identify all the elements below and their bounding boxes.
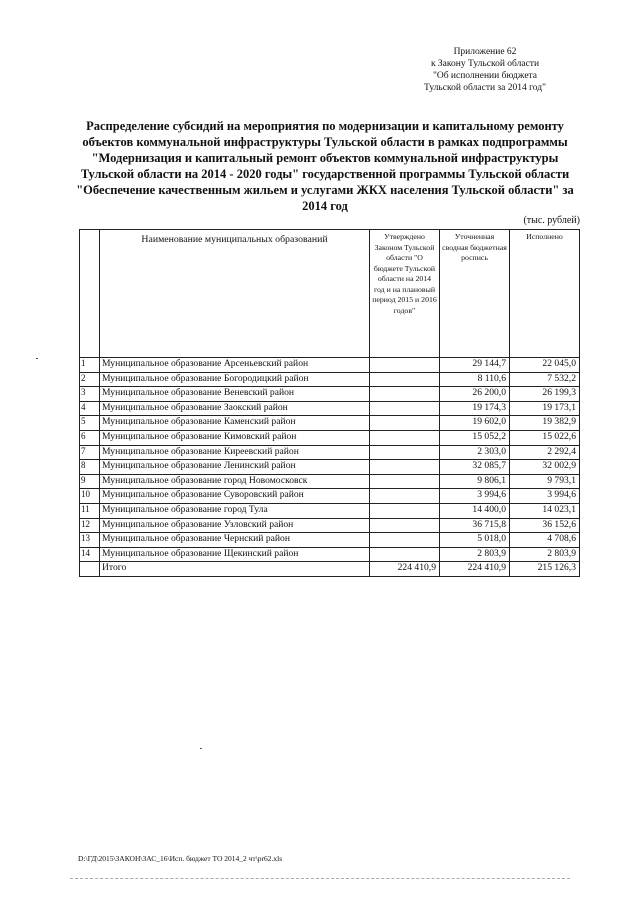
row-executed-value: 22 045,0 [510,358,580,373]
row-refined-value: 36 715,8 [440,518,510,533]
row-number: 8 [80,460,100,475]
row-approved-value [370,518,440,533]
total-executed-value: 215 126,3 [510,562,580,577]
row-approved-value [370,547,440,562]
row-executed-value: 9 793,1 [510,474,580,489]
row-refined-value: 3 994,6 [440,489,510,504]
table-row [80,387,580,402]
table-row [80,489,580,504]
row-municipality-name: Муниципальное образование Богородицкий район [100,372,370,387]
row-executed-value: 2 803,9 [510,547,580,562]
row-municipality-name: Муниципальное образование Веневский район [100,387,370,402]
row-refined-value: 2 303,0 [440,445,510,460]
row-municipality-name: Муниципальное образование Заокский район [100,401,370,416]
table-row [80,460,580,475]
row-executed-value: 32 002,9 [510,460,580,475]
row-executed-value: 26 199,3 [510,387,580,402]
row-approved-value [370,401,440,416]
total-approved-value: 224 410,9 [370,562,440,577]
row-approved-value [370,503,440,518]
appendix-line: Приложение 62 [453,47,517,57]
table-row [80,372,580,387]
header-executed: Исполнено [510,230,580,358]
table-row [80,518,580,533]
row-refined-value: 26 200,0 [440,387,510,402]
row-number: 9 [80,474,100,489]
row-executed-value: 19 173,1 [510,401,580,416]
row-number: 12 [80,518,100,533]
row-number: 2 [80,372,100,387]
row-refined-value: 15 052,2 [440,430,510,445]
table-row [80,533,580,548]
row-approved-value [370,372,440,387]
margin-mark [36,358,38,359]
appendix-note [400,46,570,94]
page-bottom-rule [70,878,570,879]
total-label: Итого [100,562,370,577]
row-executed-value: 4 708,6 [510,533,580,548]
subsidy-table [79,229,580,577]
row-approved-value [370,445,440,460]
row-municipality-name: Муниципальное образование город Тула [100,503,370,518]
appendix-line: Тульской области за 2014 год" [424,83,546,93]
row-municipality-name: Муниципальное образование Щекинский район [100,547,370,562]
row-municipality-name: Муниципальное образование Чернский район [100,533,370,548]
table-header-row [80,230,580,358]
row-refined-value: 19 602,0 [440,416,510,431]
row-approved-value [370,416,440,431]
table-row [80,416,580,431]
row-municipality-name: Муниципальное образование Суворовский район [100,489,370,504]
table-row [80,503,580,518]
header-refined: Уточненная сводная бюджетная роспись [440,230,510,358]
total-refined-value: 224 410,9 [440,562,510,577]
row-municipality-name: Муниципальное образование Киреевский район [100,445,370,460]
row-approved-value [370,358,440,373]
table-row [80,358,580,373]
row-municipality-name: Муниципальное образование город Новомосковск [100,474,370,489]
row-approved-value [370,430,440,445]
row-refined-value: 32 085,7 [440,460,510,475]
row-refined-value: 19 174,3 [440,401,510,416]
appendix-line: к Закону Тульской области [430,59,540,69]
row-number: 4 [80,401,100,416]
row-approved-value [370,489,440,504]
header-approved: Утверждено Законом Тульской области "О бюджете Тульской области на 2014 год и на плановый период 2015 и 2016 годов" [370,230,440,358]
row-number: 11 [80,503,100,518]
row-executed-value: 14 023,1 [510,503,580,518]
header-num [80,230,100,358]
row-municipality-name: Муниципальное образование Арсеньевский район [100,358,370,373]
row-refined-value: 29 144,7 [440,358,510,373]
row-number: 14 [80,547,100,562]
total-number-cell [80,562,100,577]
header-name: Наименование муниципальных образований [100,230,370,358]
row-municipality-name: Муниципальное образование Каменский район [100,416,370,431]
row-number: 1 [80,358,100,373]
row-approved-value [370,533,440,548]
row-executed-value: 15 022,6 [510,430,580,445]
row-refined-value: 2 803,9 [440,547,510,562]
row-executed-value: 19 382,9 [510,416,580,431]
row-number: 13 [80,533,100,548]
file-path-footer: D:\ГД\2015\ЗАКОН\ЗАС_16\Исп. бюджет ТО 2014_2 чт\pr62.xls [78,854,283,863]
row-number: 10 [80,489,100,504]
table-row [80,547,580,562]
row-refined-value: 5 018,0 [440,533,510,548]
row-approved-value [370,474,440,489]
row-executed-value: 36 152,6 [510,518,580,533]
row-number: 3 [80,387,100,402]
table-row [80,445,580,460]
row-refined-value: 8 110,6 [440,372,510,387]
table-row [80,401,580,416]
row-approved-value [370,387,440,402]
table-row [80,430,580,445]
row-approved-value [370,460,440,475]
row-municipality-name: Муниципальное образование Узловский район [100,518,370,533]
row-refined-value: 14 400,0 [440,503,510,518]
row-number: 7 [80,445,100,460]
row-municipality-name: Муниципальное образование Кимовский район [100,430,370,445]
row-executed-value: 2 292,4 [510,445,580,460]
row-municipality-name: Муниципальное образование Ленинский район [100,460,370,475]
row-executed-value: 3 994,6 [510,489,580,504]
row-refined-value: 9 806,1 [440,474,510,489]
units-label: (тыс. рублей) [523,215,580,226]
table-total-row [80,562,580,577]
row-number: 5 [80,416,100,431]
table-row [80,474,580,489]
row-executed-value: 7 532,2 [510,372,580,387]
appendix-line: "Об исполнении бюджета [432,71,538,81]
row-number: 6 [80,430,100,445]
document-title: Распределение субсидий на мероприятия по модернизации и капитальному ремонту объектов коммунальной инфраструктуры Тульской области в рамках подпрограммы "Модернизация и капитальный ремонт объектов коммунальной инфраструктуры Тульской области на 2014 - 2020 годы" государственной программы Тульской области "Обеспечение качественным жильем и услугами ЖКХ населения Тульской области" за 2014 год [76,119,574,213]
margin-mark [200,748,202,749]
